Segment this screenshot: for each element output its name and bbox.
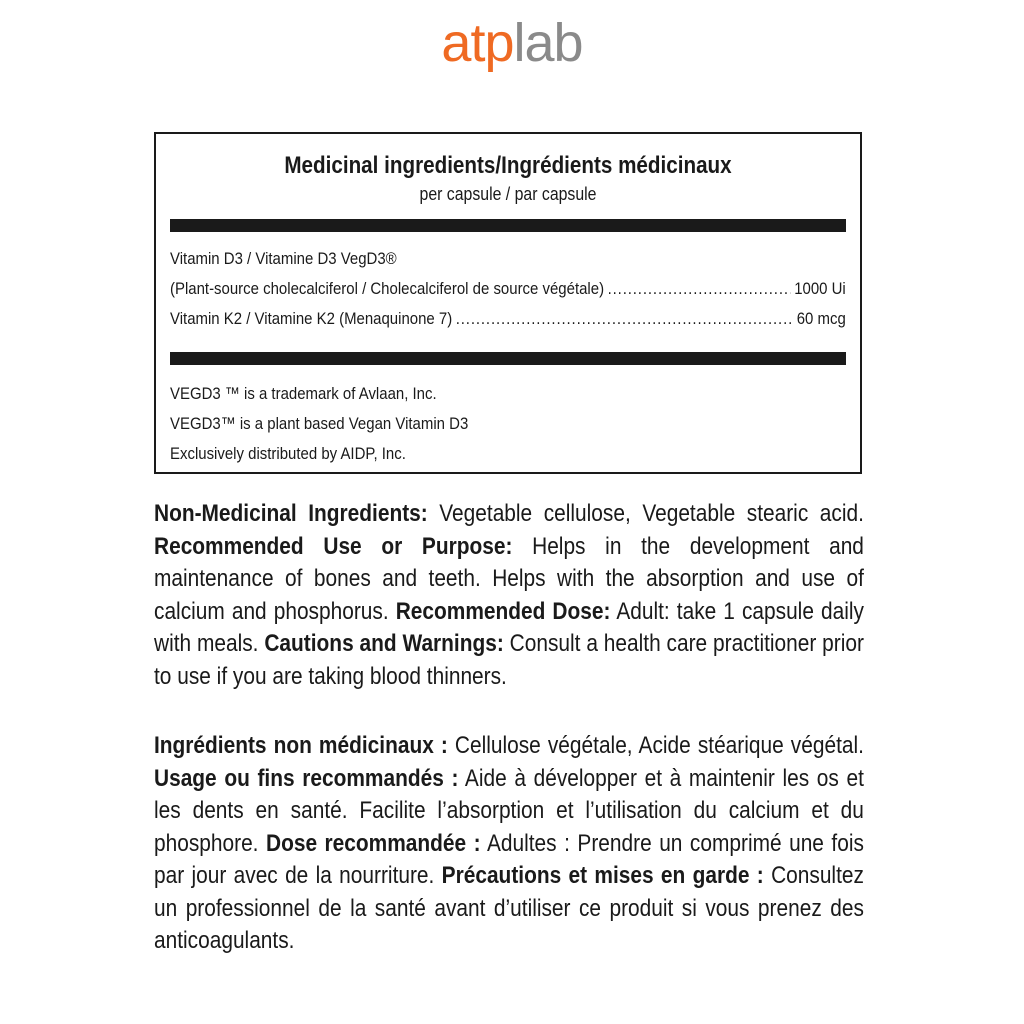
nmi-text-fr: Cellulose végétale, Acide stéarique végétal. <box>447 732 864 759</box>
ingredient-row-vitamin-d3 <box>170 274 846 304</box>
nmi-label-fr: Ingrédients non médicinaux : <box>154 732 448 759</box>
use-label: Recommended Use or Purpose: <box>154 532 513 560</box>
caution-label: Cautions and Warnings: <box>264 630 504 657</box>
brand-logo <box>0 8 1024 78</box>
ingredient-name: Vitamin D3 / Vitamine D3 VegD3® <box>170 249 397 268</box>
distributor-note: Exclusively distributed by AIDP, Inc. <box>170 444 406 463</box>
caution-label-fr: Précautions et mises en garde : <box>441 862 764 889</box>
medicinal-ingredients-panel <box>154 132 862 474</box>
dose-text-fr: Adultes : Prendre un comprimé une fois par jour avec de la nourriture. <box>154 829 864 889</box>
ingredient-amount: 60 mcg <box>796 309 846 328</box>
ingredient-row-vitamin-d3-name <box>170 244 846 274</box>
ingredient-source: (Plant-source cholecalciferol / Cholecalciferol de source végétale) <box>170 279 605 298</box>
trademark-note: VEGD3 ™ is a trademark of Avlaan, Inc. <box>170 384 437 403</box>
panel-divider-bottom <box>170 352 846 365</box>
leader-dots <box>608 274 791 304</box>
brand-logo-atp: atp <box>441 13 514 73</box>
ingredient-amount: 1000 Ui <box>794 279 846 298</box>
use-text-fr: Aide à développer et à maintenir les os et les dents en santé. Facilite l’absorption et l’utilisation du calcium et du phosphore. <box>154 764 864 857</box>
vegan-note: VEGD3™ is a plant based Vegan Vitamin D3 <box>170 414 469 433</box>
nmi-text: Vegetable cellulose, Vegetable stearic acid. <box>427 500 864 527</box>
ingredient-name: Vitamin K2 / Vitamine K2 (Menaquinone 7) <box>170 309 453 328</box>
leader-dots <box>456 304 793 334</box>
dose-label: Recommended Dose: <box>395 597 611 625</box>
nmi-label: Non-Medicinal Ingredients: <box>154 500 428 527</box>
french-directions <box>154 730 864 958</box>
panel-subtitle: per capsule / par capsule <box>419 184 597 204</box>
use-text: Helps in the development and maintenance of bones and teeth. Helps with the absorption and use of calcium and phosphorus. <box>154 532 864 625</box>
english-directions <box>154 498 864 693</box>
panel-title: Medicinal ingredients/Ingrédients médicinaux <box>284 152 732 179</box>
panel-divider-top <box>170 219 846 232</box>
dose-text: Adult: take 1 capsule daily with meals. <box>154 597 864 657</box>
ingredient-row-vitamin-k2 <box>170 304 846 334</box>
caution-text-fr: Consultez un professionnel de la santé avant d’utiliser ce produit si vous prenez des anticoagulants. <box>154 862 864 954</box>
use-label-fr: Usage ou fins recommandés : <box>154 764 459 792</box>
brand-logo-lab: lab <box>513 13 583 73</box>
dose-label-fr: Dose recommandée : <box>265 829 481 857</box>
caution-text: Consult a health care practitioner prior to use if you are taking blood thinners. <box>154 630 864 690</box>
